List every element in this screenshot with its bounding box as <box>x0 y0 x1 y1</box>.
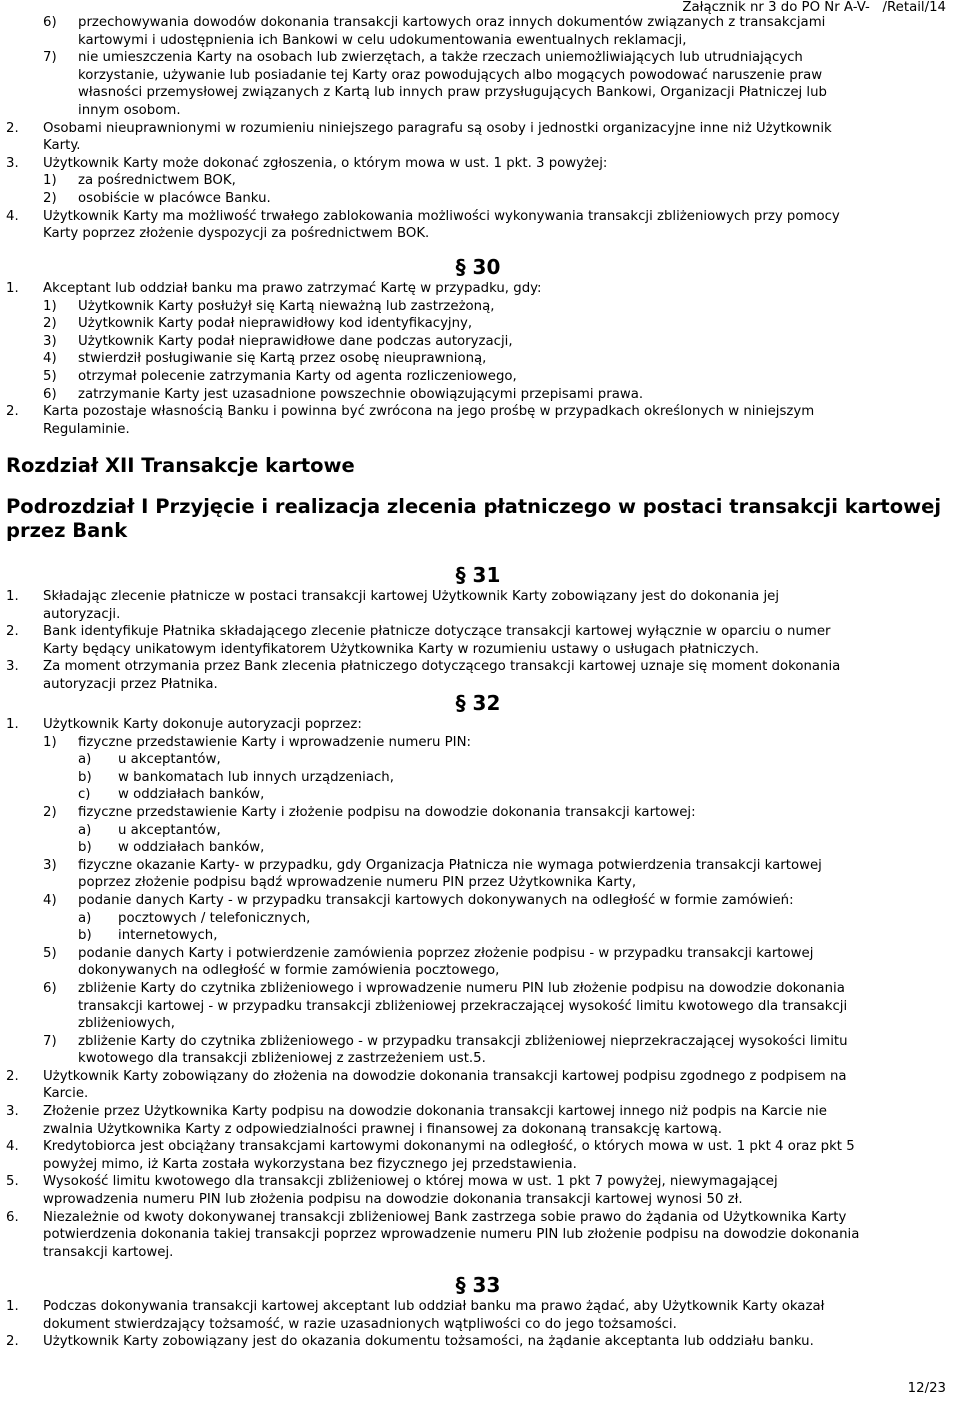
sub-list <box>6 734 950 752</box>
item-text: Kredytobiorca jest obciążany transakcjami kartowymi dokonanymi na odległość, o których mowa w ust. 1 pkt 4 oraz pkt 5 powyżej mimo, iż Karta została wykorzystana bez fizycznego jej przedstawienia. <box>43 1139 855 1172</box>
item-number: 2. <box>6 120 19 136</box>
item-number: 7) <box>43 1033 57 1049</box>
item-number: 5) <box>43 945 57 961</box>
item-number: 1) <box>43 298 57 314</box>
item-number: b) <box>78 769 92 785</box>
item-number: 7) <box>43 50 57 66</box>
item-text: Składając zlecenie płatnicze w postaci transakcji kartowej Użytkownik Karty zobowiązany jest do dokonania jej autoryzacji. <box>43 589 780 622</box>
item-text: Wysokość limitu kwotowego dla transakcji zbliżeniowej o której mowa w ust. 1 pkt 7 powyżej, niewymagającej wprowadzenia numeru PIN lub złożenia podpisu na dowodzie dokonania transakcji kartowej wynosi 50 zł. <box>43 1174 778 1208</box>
item-number: 3. <box>6 659 19 675</box>
item-text: w bankomatach lub innych urządzeniach, <box>118 769 394 785</box>
item-text: Złożenie przez Użytkownika Karty podpisu na dowodzie dokonania transakcji kartowej innego niż podpis na Karcie nie zwalnia Użytkownika Karty z odpowiedzialności prawnej i finansowej za dokonaną transakcję kartową. <box>43 1104 827 1137</box>
sub-list <box>6 315 950 333</box>
item-text: Użytkownik Karty ma możliwość trwałego zablokowania możliwości wykonywania transakcji zbliżeniowych przy pomocy Karty poprzez złożenie dyspozycji za pośrednictwem BOK. <box>43 208 840 242</box>
item-text: Użytkownik Karty podał nieprawidłowe dane podczas autoryzacji, <box>78 333 513 349</box>
header-right: /Retail/14 <box>882 0 946 15</box>
item-text: nie umieszczenia Karty na osobach lub zwierzętach, a także rzeczach uniemożliwiających lub utrudniających korzystanie, używanie lub posiadanie tej Karty oraz powodujących albo mogących powodować naruszenie praw własności przemysłowej związanych z Kartą lub innych praw przysługujących Bankowi, Organizacji Płatniczej lub innym osobom. <box>78 50 827 118</box>
item-text: u akceptantów, <box>118 822 221 838</box>
numbered-point <box>6 403 950 438</box>
item-number: a) <box>78 752 92 768</box>
item-number: 3) <box>43 333 57 349</box>
item-number: b) <box>78 928 92 944</box>
item-number: 2. <box>6 1334 19 1350</box>
item-text: Użytkownik Karty podał nieprawidłowy kod identyfikacyjny, <box>78 316 473 332</box>
item-text: Użytkownik Karty zobowiązany do złożenia na dowodzie dokonania transakcji kartowej podpisu zgodnego z podpisem na Karcie. <box>43 1068 847 1102</box>
sub-item <box>43 172 950 190</box>
item-text: Osobami nieuprawnionymi w rozumieniu niniejszego paragrafu są osoby i jednostki organizacyjne inne niż Użytkownik Karty. <box>43 120 832 154</box>
letter-item <box>78 786 950 804</box>
paragraph-heading: § 33 <box>455 1273 501 1297</box>
item-number: 2) <box>43 190 57 206</box>
sub-list <box>6 333 950 351</box>
item-number: a) <box>78 910 92 926</box>
letter-item <box>78 751 950 769</box>
sub-item <box>43 315 950 333</box>
item-number: 5) <box>43 368 57 384</box>
letter-list <box>6 786 950 804</box>
item-text: pocztowych / telefonicznych, <box>118 910 311 926</box>
item-text: Bank identyfikuje Płatnika składającego zlecenie płatnicze dotyczące transakcji kartowej wyłącznie w oparciu o numer Karty będący unikatowym identyfikatorem Użytkownika Karty w rozumieniu ustawy o usługach płatniczych. <box>43 624 831 657</box>
sub-item <box>43 298 950 316</box>
item-text: w oddziałach banków, <box>118 787 265 803</box>
numbered-point <box>6 1209 950 1262</box>
section-block-1 <box>6 14 950 243</box>
item-text: Użytkownik Karty może dokonać zgłoszenia, o którym mowa w ust. 1 pkt. 3 powyżej: <box>43 155 608 171</box>
item-number: 4) <box>43 892 57 908</box>
item-number: 4. <box>6 1139 19 1155</box>
letter-item <box>78 822 950 840</box>
item-number: 6) <box>43 15 57 30</box>
item-text: podanie danych Karty i potwierdzenie zamówienia poprzez złożenie podpisu - w przypadku transakcji kartowej dokonywanych na odległość w formie zamówienia pocztowego, <box>78 945 814 979</box>
sub-item <box>43 945 950 980</box>
item-number: 2. <box>6 404 19 420</box>
item-number: 1. <box>6 589 19 604</box>
item-number: 3) <box>43 857 57 873</box>
sub-item <box>43 368 950 386</box>
item-text: podanie danych Karty - w przypadku transakcji kartowych dokonywanych na odległość w formie zamówień: <box>78 892 794 908</box>
sub-item <box>43 857 950 892</box>
numbered-point <box>6 1068 950 1103</box>
sub-item <box>43 350 950 368</box>
item-number: 3. <box>6 1104 19 1120</box>
sub-list <box>6 14 950 49</box>
sub-list <box>6 892 950 910</box>
item-number: 3. <box>6 155 19 171</box>
sub-item <box>43 980 950 1033</box>
sub-item <box>43 892 950 910</box>
item-text: Użytkownik Karty zobowiązany jest do okazania dokumentu tożsamości, na żądanie akceptanta lub oddziału banku. <box>43 1334 814 1350</box>
item-text: Użytkownik Karty posłużył się Kartą nieważną lub zastrzeżoną, <box>78 298 495 314</box>
item-text: fizyczne okazanie Karty- w przypadku, gdy Organizacja Płatnicza nie wymaga potwierdzenia transakcji kartowej poprzez złożenie podpisu bądź wprowadzenie numeru PIN przez Użytkownika Karty, <box>78 857 822 891</box>
sub-list <box>6 350 950 368</box>
item-number: 6) <box>43 386 57 402</box>
item-text: internetowych, <box>118 928 218 944</box>
chapter-title: Rozdział XII Transakcje kartowe <box>6 454 355 477</box>
item-number: 2) <box>43 804 57 820</box>
item-text: zatrzymanie Karty jest uzasadnione powszechnie obowiązującymi przepisami prawa. <box>78 386 644 402</box>
item-number: 4) <box>43 351 57 367</box>
numbered-point <box>6 623 950 658</box>
numbered-point <box>6 1138 950 1173</box>
sub-item <box>43 49 950 119</box>
section-par31 <box>6 560 950 694</box>
letter-list <box>6 769 950 787</box>
paragraph-heading: § 32 <box>455 691 501 715</box>
sub-list <box>6 49 950 119</box>
sub-item <box>43 190 950 208</box>
item-text: za pośrednictwem BOK, <box>78 173 236 189</box>
sub-list <box>6 857 950 892</box>
letter-list <box>6 822 950 840</box>
item-text: Niezależnie od kwoty dokonywanej transakcji zbliżeniowej Bank zastrzega sobie prawo do żądania od Użytkownika Karty potwierdzenia dokonania takiej transakcji poprzez wprowadzenie numeru PIN lub złożenie podpisu na dowodzie dokonania transakcji kartowej. <box>43 1209 860 1260</box>
sub-list <box>6 980 950 1033</box>
item-number: 4. <box>6 208 19 224</box>
item-text: w oddziałach banków, <box>118 840 265 856</box>
item-number: 1. <box>6 281 19 296</box>
item-text: Akceptant lub oddział banku ma prawo zatrzymać Kartę w przypadku, gdy: <box>43 281 542 296</box>
numbered-point <box>6 1103 950 1138</box>
page-number: 12/23 <box>907 1381 946 1396</box>
sub-list <box>6 368 950 386</box>
sub-list <box>6 1033 950 1068</box>
item-number: 1. <box>6 717 19 732</box>
letter-list <box>6 751 950 769</box>
numbered-point <box>6 716 950 734</box>
item-number: c) <box>78 787 91 803</box>
item-text: Użytkownik Karty dokonuje autoryzacji poprzez: <box>43 717 362 732</box>
numbered-point <box>6 1173 950 1208</box>
numbered-point <box>6 120 950 155</box>
item-text: fizyczne przedstawienie Karty i złożenie podpisu na dowodzie dokonania transakcji kartowej: <box>78 804 696 820</box>
section-par32 <box>6 688 950 1261</box>
item-number: 1) <box>43 173 57 189</box>
sub-item <box>43 386 950 404</box>
header-left: Załącznik nr 3 do PO Nr A-V- <box>682 0 870 15</box>
letter-item <box>78 910 950 928</box>
item-number: 2. <box>6 1068 19 1084</box>
subchapter-title: Podrozdział I Przyjęcie i realizacja zlecenia płatniczego w postaci transakcji kartowej przez Bank <box>6 495 942 542</box>
paragraph-heading: § 31 <box>455 563 501 587</box>
sub-list <box>6 804 950 822</box>
item-text: u akceptantów, <box>118 752 221 768</box>
item-text: osobiście w placówce Banku. <box>78 190 271 206</box>
numbered-point <box>6 588 950 623</box>
item-number: 6. <box>6 1209 19 1225</box>
numbered-point <box>6 208 950 243</box>
sub-item <box>43 734 950 752</box>
sub-item <box>43 14 950 49</box>
item-text: Za moment otrzymania przez Bank zlecenia płatniczego dotyczącego transakcji kartowej uznaje się moment dokonania autoryzacji przez Płatnika. <box>43 659 841 692</box>
item-number: b) <box>78 840 92 856</box>
sub-list <box>6 172 950 190</box>
section-par30 <box>6 252 950 438</box>
sub-item <box>43 804 950 822</box>
letter-list <box>6 910 950 928</box>
item-text: Karta pozostaje własnością Banku i powinna być zwrócona na jego prośbę w przypadkach określonych w niniejszym Regulaminie. <box>43 404 815 437</box>
item-number: 2. <box>6 624 19 640</box>
numbered-point <box>6 1298 950 1333</box>
paragraph-heading: § 30 <box>455 255 501 279</box>
sub-item <box>43 333 950 351</box>
item-text: otrzymał polecenie zatrzymania Karty od agenta rozliczeniowego, <box>78 368 517 384</box>
sub-list <box>6 298 950 316</box>
sub-list <box>6 190 950 208</box>
sub-list <box>6 945 950 980</box>
letter-list <box>6 839 950 857</box>
sub-item <box>43 1033 950 1068</box>
item-text: zbliżenie Karty do czytnika zbliżeniowego - w przypadku transakcji zbliżeniowej nieprzekraczającej wysokości limitu kwotowego dla transakcji zbliżeniowej z zastrzeżeniem ust.5. <box>78 1033 848 1067</box>
item-number: 1) <box>43 734 57 750</box>
item-text: fizyczne przedstawienie Karty i wprowadzenie numeru PIN: <box>78 734 472 750</box>
letter-item <box>78 839 950 857</box>
item-text: przechowywania dowodów dokonania transakcji kartowych oraz innych dokumentów związanych z transakcjami kartowymi i udostępnienia ich Bankowi w celu udokumentowania ewentualnych reklamacji, <box>78 15 826 48</box>
letter-list <box>6 927 950 945</box>
item-number: a) <box>78 822 92 838</box>
item-number: 6) <box>43 980 57 996</box>
letter-item <box>78 769 950 787</box>
item-number: 5. <box>6 1174 19 1190</box>
sub-list <box>6 386 950 404</box>
item-number: 2) <box>43 316 57 332</box>
numbered-point <box>6 155 950 173</box>
item-text: Podczas dokonywania transakcji kartowej akceptant lub oddział banku ma prawo żądać, aby Użytkownik Karty okazał dokument stwierdzający tożsamość, w razie uzasadnionych wątpliwości co do jego tożsamości. <box>43 1299 825 1332</box>
item-text: zbliżenie Karty do czytnika zbliżeniowego i wprowadzenie numeru PIN lub złożenie podpisu na dowodzie dokonania transakcji kartowej - w przypadku transakcji zbliżeniowej przekraczającej wysokość limitu kwotowego dla transakcji zbliżeniowych, <box>78 980 848 1032</box>
numbered-point <box>6 280 950 298</box>
item-number: 1. <box>6 1299 19 1314</box>
item-text: stwierdził posługiwanie się Kartą przez osobę nieuprawnioną, <box>78 351 487 367</box>
section-par33 <box>6 1270 950 1351</box>
letter-item <box>78 927 950 945</box>
numbered-point <box>6 1333 950 1351</box>
